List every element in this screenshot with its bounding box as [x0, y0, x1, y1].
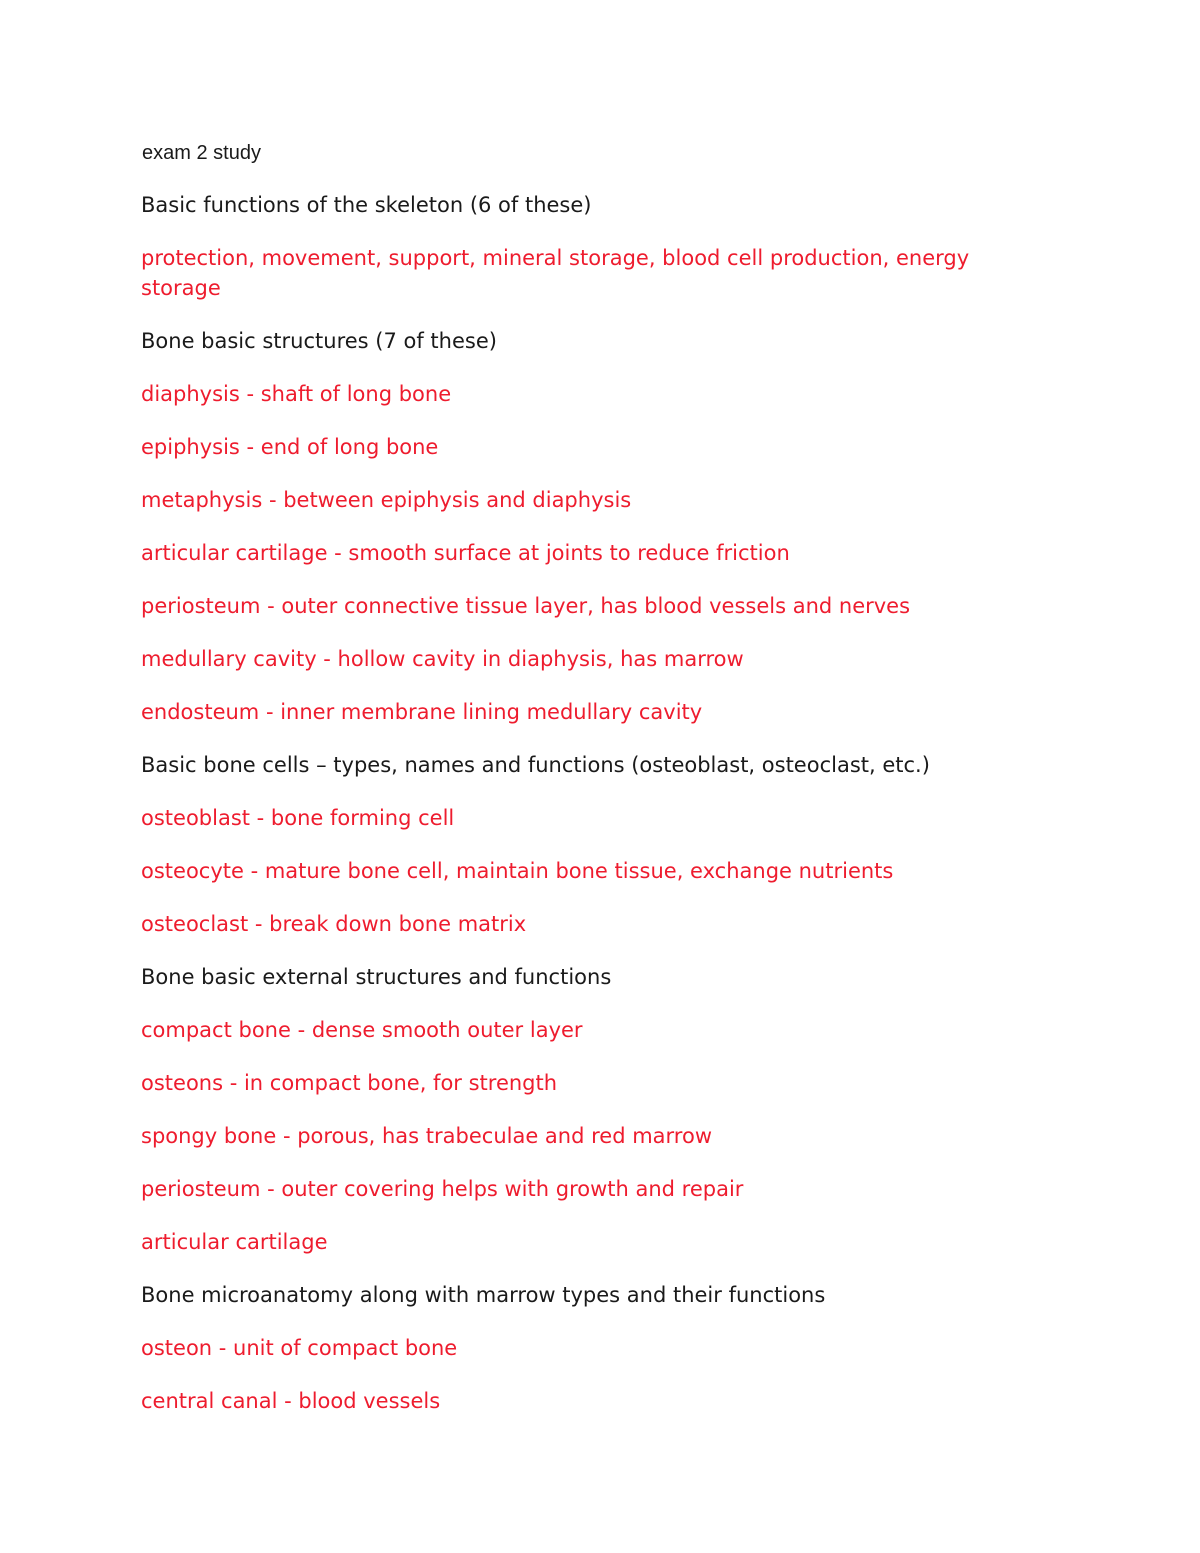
answer-text: osteons - in compact bone, for strength: [141, 1071, 558, 1095]
answer-text: osteon - unit of compact bone: [141, 1336, 458, 1360]
answer-text: compact bone - dense smooth outer layer: [141, 1018, 583, 1042]
answer-text: diaphysis - shaft of long bone: [141, 382, 452, 406]
question-heading: Bone basic structures (7 of these): [141, 329, 497, 353]
answer-text: protection, movement, support, mineral storage, blood cell production, energy storage: [141, 246, 970, 300]
answer-text: periosteum - outer connective tissue layer, has blood vessels and nerves: [141, 594, 911, 618]
answer-text: articular cartilage - smooth surface at joints to reduce friction: [141, 541, 790, 565]
answer-text: osteocyte - mature bone cell, maintain bone tissue, exchange nutrients: [141, 859, 894, 883]
answer-text: metaphysis - between epiphysis and diaphysis: [141, 488, 632, 512]
question-heading: Bone microanatomy along with marrow types and their functions: [141, 1283, 826, 1307]
question-heading: Basic functions of the skeleton (6 of these): [141, 193, 592, 217]
answer-text: osteoclast - break down bone matrix: [141, 912, 527, 936]
document-title: exam 2 study: [142, 142, 261, 164]
answer-text: articular cartilage: [141, 1230, 328, 1254]
answer-text: central canal - blood vessels: [141, 1389, 441, 1413]
answer-text: epiphysis - end of long bone: [141, 435, 439, 459]
answer-text: endosteum - inner membrane lining medullary cavity: [141, 700, 703, 724]
question-heading: Bone basic external structures and functions: [141, 965, 612, 989]
question-heading: Basic bone cells – types, names and functions (osteoblast, osteoclast, etc.): [141, 753, 930, 777]
answer-text: spongy bone - porous, has trabeculae and red marrow: [141, 1124, 712, 1148]
answer-text: medullary cavity - hollow cavity in diaphysis, has marrow: [141, 647, 744, 671]
answer-text: periosteum - outer covering helps with growth and repair: [141, 1177, 744, 1201]
answer-text: osteoblast - bone forming cell: [141, 806, 455, 830]
document-body: [141, 190, 1041, 1439]
